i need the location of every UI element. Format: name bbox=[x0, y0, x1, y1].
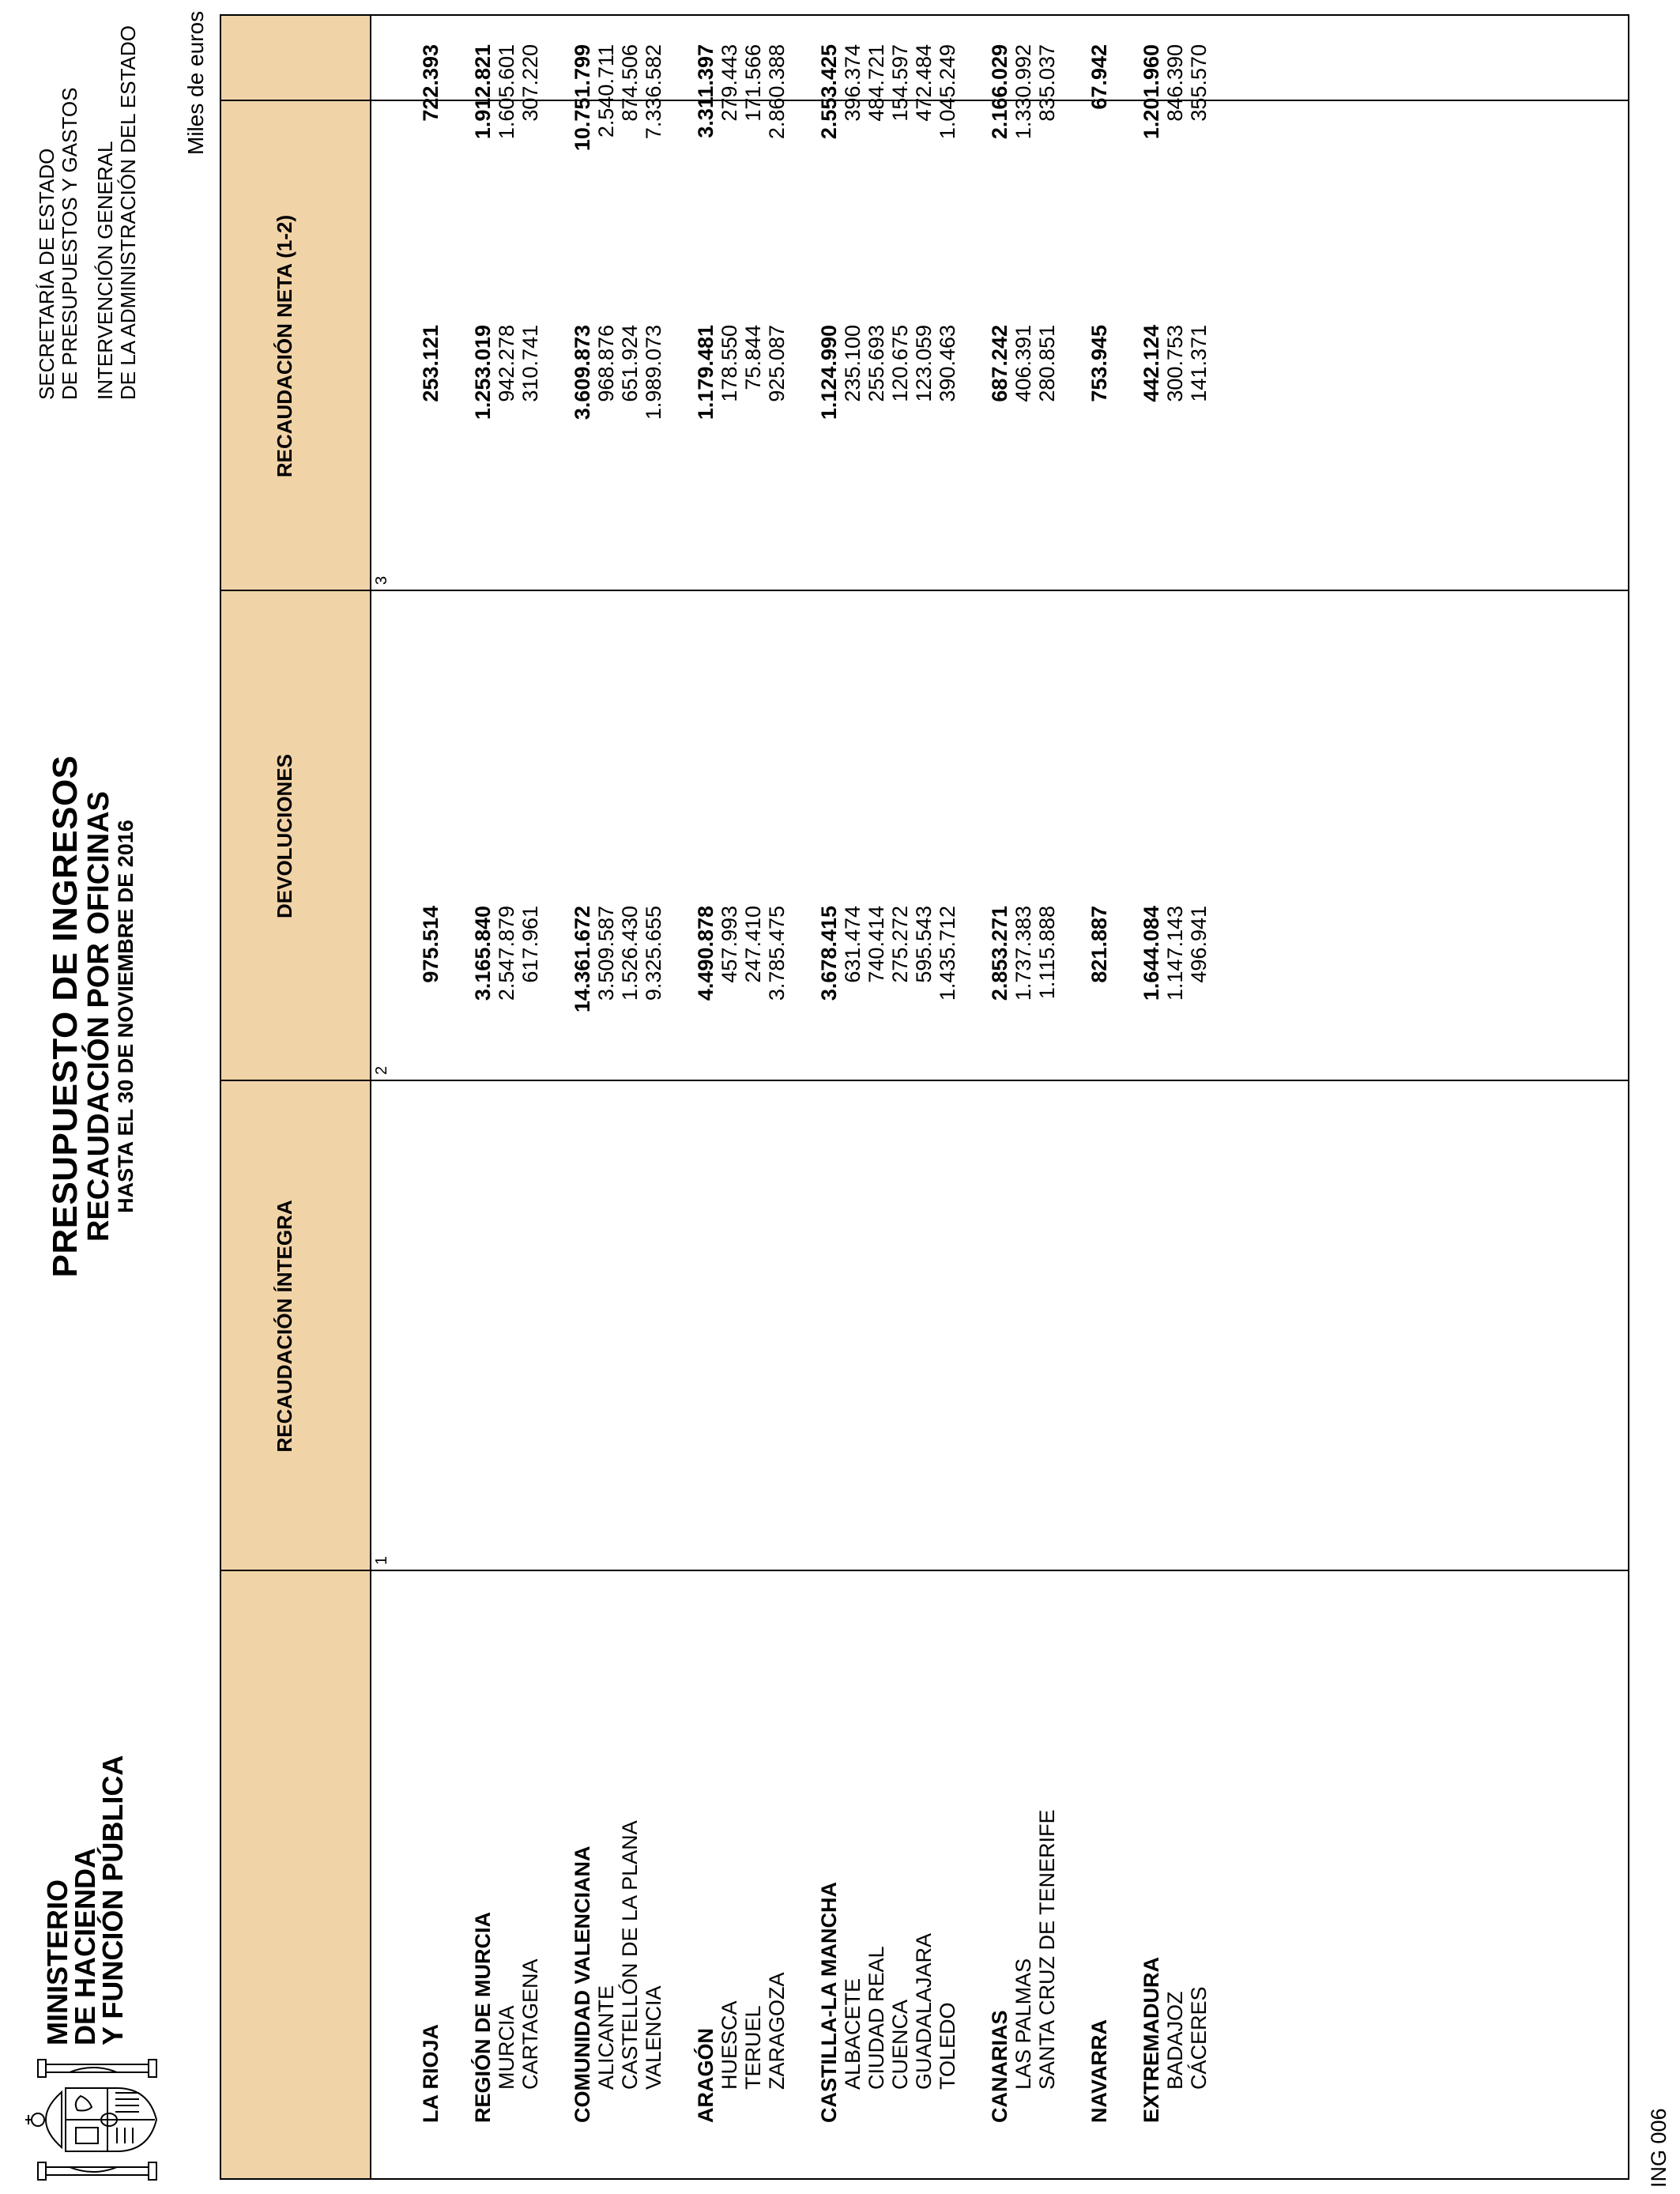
cell-neta: 279.443 bbox=[718, 44, 741, 122]
cell-neta: 835.037 bbox=[1035, 44, 1059, 122]
column-number-2: 2 bbox=[373, 1065, 390, 1075]
cell-devoluciones: 120.675 bbox=[888, 325, 912, 402]
cell-neta: 307.220 bbox=[518, 44, 542, 122]
table-row bbox=[765, 0, 789, 2194]
cell-devoluciones: 925.087 bbox=[765, 325, 789, 402]
cell-integra: 496.941 bbox=[1187, 906, 1211, 983]
row-name: ALICANTE bbox=[594, 1985, 618, 2090]
table-row bbox=[1087, 0, 1111, 2194]
row-name: EXTREMADURA bbox=[1139, 1956, 1163, 2123]
table-row bbox=[518, 0, 542, 2194]
table-row bbox=[741, 0, 765, 2194]
row-name: REGIÓN DE MURCIA bbox=[471, 1911, 495, 2123]
cell-neta: 2.540.711 bbox=[594, 44, 618, 138]
cell-integra: 1.435.712 bbox=[936, 906, 959, 1001]
row-name: LAS PALMAS bbox=[1011, 1958, 1035, 2090]
table-row bbox=[888, 0, 912, 2194]
cell-integra: 1.115.888 bbox=[1035, 906, 1059, 1000]
cell-neta: 1.605.601 bbox=[495, 44, 518, 140]
cell-neta: 1.912.821 bbox=[471, 44, 495, 140]
ministry-name: MINISTERIO DE HACIENDA Y FUNCIÓN PÚBLICA bbox=[41, 1755, 129, 2045]
cell-devoluciones: 442.124 bbox=[1139, 325, 1163, 402]
row-name: COMUNIDAD VALENCIANA bbox=[571, 1845, 594, 2123]
document-code: ING 006 bbox=[1647, 2108, 1671, 2188]
row-name: TOLEDO bbox=[936, 2002, 959, 2090]
cell-integra: 975.514 bbox=[419, 906, 443, 983]
table-row bbox=[1139, 0, 1163, 2194]
cell-devoluciones: 942.278 bbox=[495, 325, 518, 402]
cell-devoluciones: 406.391 bbox=[1011, 325, 1035, 402]
table-row bbox=[594, 0, 618, 2194]
cell-neta: 1.201.960 bbox=[1139, 44, 1163, 140]
row-name: GUADALAJARA bbox=[912, 1932, 936, 2090]
table-row bbox=[864, 0, 888, 2194]
cell-neta: 355.570 bbox=[1187, 44, 1211, 122]
cell-neta: 846.390 bbox=[1163, 44, 1187, 122]
cell-neta: 10.751.799 bbox=[571, 44, 594, 152]
table-row bbox=[718, 0, 741, 2194]
cell-devoluciones: 687.242 bbox=[988, 325, 1011, 402]
cell-devoluciones: 753.945 bbox=[1087, 325, 1111, 402]
cell-integra: 1.644.084 bbox=[1139, 906, 1163, 1001]
cell-neta: 396.374 bbox=[841, 44, 864, 122]
title-line-3: HASTA EL 30 DE NOVIEMBRE DE 2016 bbox=[114, 820, 137, 1213]
table-row bbox=[495, 0, 518, 2194]
cell-integra: 821.887 bbox=[1087, 906, 1111, 983]
department-block bbox=[36, 5, 140, 400]
cell-neta: 7.336.582 bbox=[642, 44, 665, 140]
cell-devoluciones: 3.609.873 bbox=[571, 325, 594, 420]
table-row bbox=[1187, 0, 1211, 2194]
row-name: ALBACETE bbox=[841, 1977, 864, 2090]
table-row bbox=[618, 0, 642, 2194]
row-name: CIUDAD REAL bbox=[864, 1946, 888, 2090]
row-name: VALENCIA bbox=[642, 1985, 665, 2090]
table-row bbox=[571, 0, 594, 2194]
cell-neta: 722.393 bbox=[419, 44, 443, 122]
column-header-integra: RECAUDACIÓN ÍNTEGRA bbox=[273, 1200, 296, 1453]
column-number-3: 3 bbox=[373, 575, 390, 585]
table-row bbox=[471, 0, 495, 2194]
report-title bbox=[47, 732, 137, 1301]
cell-devoluciones: 310.741 bbox=[518, 325, 542, 402]
row-name: LA RIOJA bbox=[419, 2023, 443, 2123]
row-name: CUENCA bbox=[888, 1999, 912, 2090]
cell-integra: 14.361.672 bbox=[571, 906, 594, 1013]
cell-neta: 874.506 bbox=[618, 44, 642, 122]
table-row bbox=[419, 0, 443, 2194]
cell-neta: 472.484 bbox=[912, 44, 936, 122]
intervencion-line-1: INTERVENCIÓN GENERAL bbox=[93, 141, 117, 400]
table-row bbox=[912, 0, 936, 2194]
cell-devoluciones: 235.100 bbox=[841, 325, 864, 402]
cell-devoluciones: 651.924 bbox=[618, 325, 642, 402]
row-name: HUESCA bbox=[718, 2000, 741, 2090]
column-header-neta: RECAUDACIÓN NETA (1-2) bbox=[273, 214, 296, 478]
cell-integra: 1.526.430 bbox=[618, 906, 642, 1001]
cell-integra: 247.410 bbox=[741, 906, 765, 983]
cell-integra: 3.165.840 bbox=[471, 906, 495, 1001]
row-name: ZARAGOZA bbox=[765, 1972, 789, 2090]
table-row bbox=[817, 0, 841, 2194]
row-name: BADAJOZ bbox=[1163, 1991, 1187, 2090]
cell-integra: 1.147.143 bbox=[1163, 906, 1187, 1001]
cell-devoluciones: 390.463 bbox=[936, 325, 959, 402]
table-row bbox=[1011, 0, 1035, 2194]
cell-neta: 154.597 bbox=[888, 44, 912, 122]
secretaria-line-1: SECRETARÍA DE ESTADO bbox=[35, 148, 58, 400]
cell-integra: 2.853.271 bbox=[988, 906, 1011, 1001]
cell-devoluciones: 300.753 bbox=[1163, 325, 1187, 402]
row-name: CARTAGENA bbox=[518, 1958, 542, 2090]
title-line-2: RECAUDACIÓN POR OFICINAS bbox=[82, 790, 115, 1242]
cell-neta: 2.166.029 bbox=[988, 44, 1011, 140]
cell-neta: 484.721 bbox=[864, 44, 888, 122]
table-row bbox=[1035, 0, 1059, 2194]
row-name: CASTELLÓN DE LA PLANA bbox=[618, 1820, 642, 2090]
cell-integra: 3.785.475 bbox=[765, 906, 789, 1001]
cell-devoluciones: 1.124.990 bbox=[817, 325, 841, 420]
table-row bbox=[841, 0, 864, 2194]
table-row bbox=[988, 0, 1011, 2194]
cell-devoluciones: 255.693 bbox=[864, 325, 888, 402]
row-name: SANTA CRUZ DE TENERIFE bbox=[1035, 1809, 1059, 2090]
row-name: CASTILLA-LA MANCHA bbox=[817, 1882, 841, 2123]
cell-devoluciones: 280.851 bbox=[1035, 325, 1059, 402]
cell-neta: 2.860.388 bbox=[765, 44, 789, 140]
cell-neta: 1.330.992 bbox=[1011, 44, 1035, 140]
cell-devoluciones: 123.059 bbox=[912, 325, 936, 402]
cell-integra: 631.474 bbox=[841, 906, 864, 983]
row-name: TERUEL bbox=[741, 2005, 765, 2090]
row-name: CANARIAS bbox=[988, 2010, 1011, 2123]
cell-integra: 457.993 bbox=[718, 906, 741, 983]
header-divider bbox=[370, 14, 371, 2180]
intervencion-line-2: DE LA ADMINISTRACIÓN DEL ESTADO bbox=[116, 25, 140, 400]
cell-integra: 3.509.587 bbox=[594, 906, 618, 1001]
cell-neta: 171.566 bbox=[741, 44, 765, 122]
column-number-1: 1 bbox=[373, 1555, 390, 1565]
cell-devoluciones: 968.876 bbox=[594, 325, 618, 402]
units-label: Miles de euros bbox=[183, 10, 208, 155]
coat-of-arms-icon bbox=[14, 2056, 164, 2183]
cell-integra: 275.272 bbox=[888, 906, 912, 983]
cell-neta: 67.942 bbox=[1087, 44, 1111, 110]
cell-devoluciones: 1.253.019 bbox=[471, 325, 495, 420]
cell-neta: 2.553.425 bbox=[817, 44, 841, 140]
table-row bbox=[936, 0, 959, 2194]
cell-integra: 4.490.878 bbox=[694, 906, 718, 1001]
cell-devoluciones: 141.371 bbox=[1187, 325, 1211, 402]
cell-neta: 3.311.397 bbox=[694, 44, 718, 138]
cell-integra: 617.961 bbox=[518, 906, 542, 983]
cell-devoluciones: 253.121 bbox=[419, 325, 443, 402]
cell-integra: 3.678.415 bbox=[817, 906, 841, 1001]
cell-integra: 740.414 bbox=[864, 906, 888, 983]
table-row bbox=[694, 0, 718, 2194]
cell-devoluciones: 1.989.073 bbox=[642, 325, 665, 420]
row-name: CÁCERES bbox=[1187, 1986, 1211, 2090]
cell-integra: 595.543 bbox=[912, 906, 936, 983]
cell-devoluciones: 178.550 bbox=[718, 325, 741, 402]
row-name: NAVARRA bbox=[1087, 2019, 1111, 2123]
column-header-devoluciones: DEVOLUCIONES bbox=[273, 753, 296, 919]
table-row bbox=[642, 0, 665, 2194]
row-name: MURCIA bbox=[495, 2005, 518, 2090]
cell-integra: 1.737.383 bbox=[1011, 906, 1035, 1001]
cell-integra: 2.547.879 bbox=[495, 906, 518, 1001]
cell-neta: 1.045.249 bbox=[936, 44, 959, 140]
cell-devoluciones: 1.179.481 bbox=[694, 325, 718, 420]
row-name: ARAGÓN bbox=[694, 2028, 718, 2123]
title-line-1: PRESUPUESTO DE INGRESOS bbox=[46, 755, 85, 1278]
table-row bbox=[1163, 0, 1187, 2194]
cell-devoluciones: 75.844 bbox=[741, 325, 765, 390]
cell-integra: 9.325.655 bbox=[642, 906, 665, 1001]
secretaria-line-2: DE PRESUPUESTOS Y GASTOS bbox=[58, 87, 81, 400]
